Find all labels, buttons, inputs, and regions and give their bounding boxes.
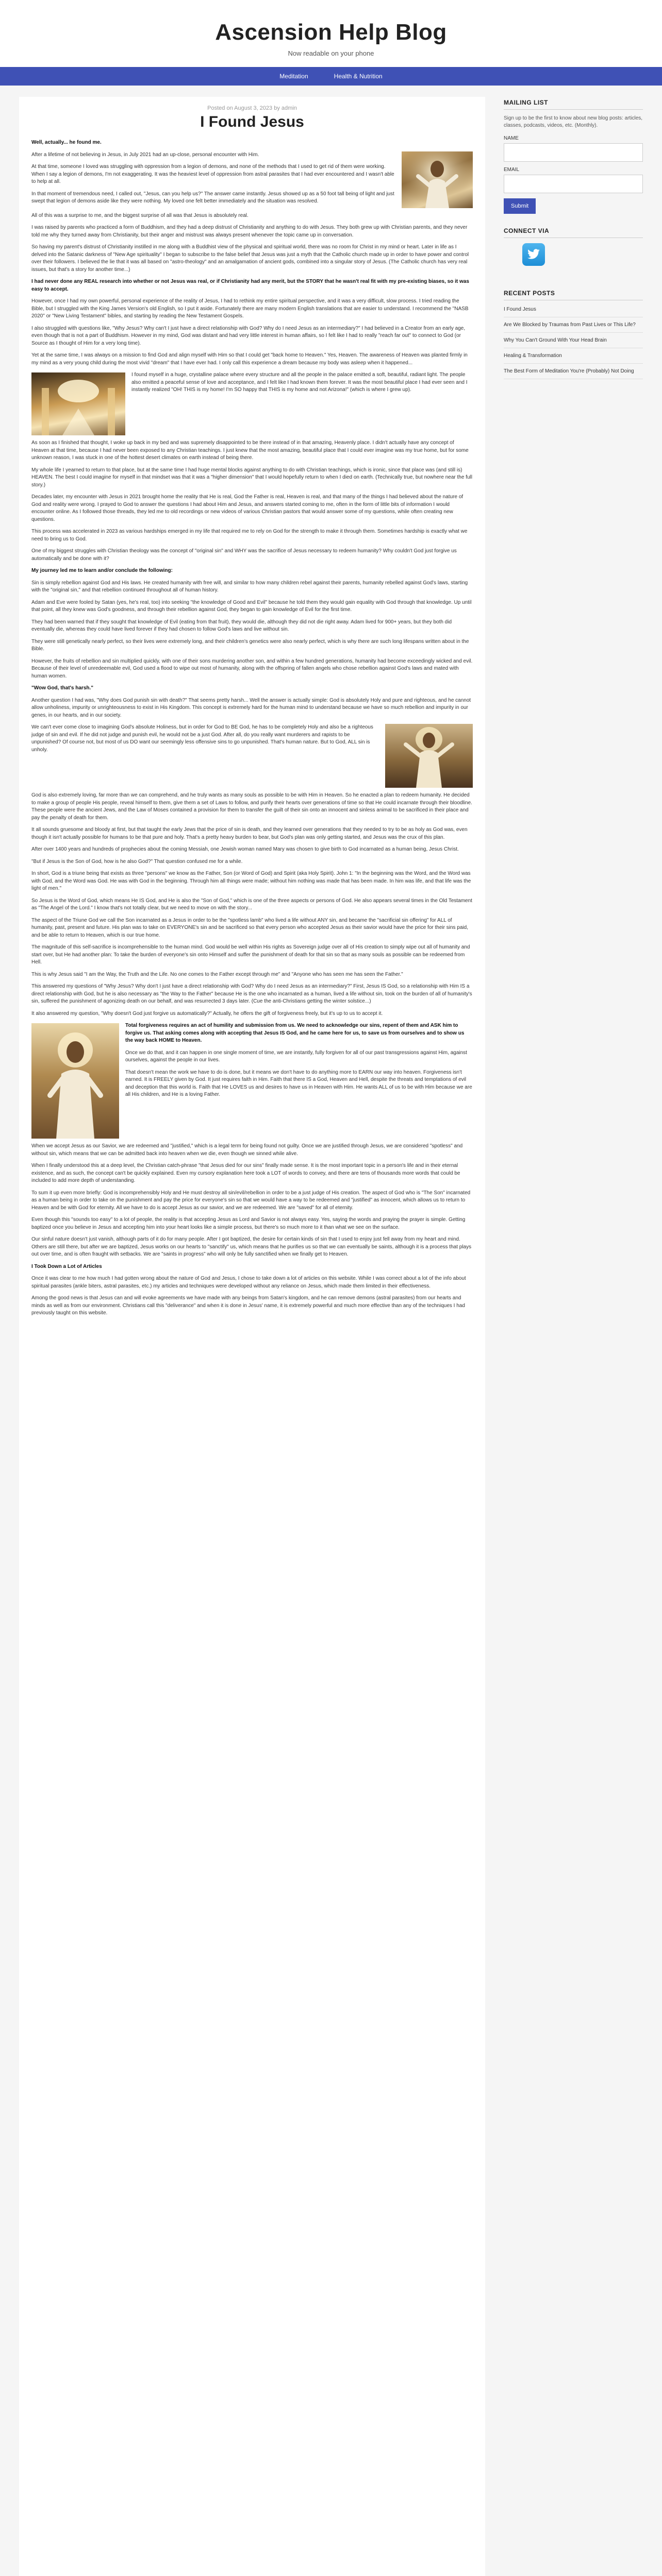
mailing-list-text: Sign up to be the first to know about new blog posts: articles, classes, podcasts, videos, etc. (Monthly). — [504, 115, 643, 128]
sidebar — [504, 97, 643, 379]
post-paragraph: After over 1400 years and hundreds of prophecies about the coming Messiah, one Jewish woman named Mary was chosen to give birth to God incarnated as a human being, Jesus Christ. — [31, 846, 459, 852]
post-paragraph: Even though this "sounds too easy" to a lot of people, the reality is that accepting Jesus as Lord and Savior is not always easy. Yes, saying the words and praying the prayer is simple. Getting baptized once you believe in Jesus and accepting him into your heart looks like a simple process, but there's so much more to it than what we see on the surface. — [31, 1217, 466, 1230]
post-paragraph: When we accept Jesus as our Savior, we are redeemed and "justified," which is a legal term for being found not guilty. Once we are justified through Jesus, we are considered "spotless" and without sin, which means that we can be admitted back into heaven when we die, even though we sinned while alive. — [31, 1143, 463, 1157]
recent-post-link[interactable]: Why You Can't Ground With Your Head Brain — [504, 333, 643, 348]
name-label: NAME — [504, 135, 519, 141]
site-title[interactable]: Ascension Help Blog — [215, 20, 447, 45]
post-paragraph: Our sinful nature doesn't just vanish, although parts of it do for many people. After I got baptized, the desire for certain kinds of sin that I used to enjoy just fell away from my heart and mind. Others are still there, but after we are baptized, Jesus works on our hearts to "sanctify" us, which means that he purifies us so that we can eventually be saints, although it is a process that plays out over time, and is often fraught with setbacks. We are "saints in progress" who will only be fully sanctified when we finally get to Heaven. — [31, 1236, 472, 1257]
post-paragraph: To sum it up even more briefly: God is incomprehensibly Holy and He must destroy all sin/evil/rebellion in order to be a just judge of His creation. The aspect of God who is "The Son" incarnated as a human being in order to take on the punishment and pay the price for everyone's sin so that we would have a way to be redeemed and "justified" as innocent, which allows us to return to Heaven and be with God for eternity. All we have to do is accept Jesus as our savior, and we are redeemed. We are "saved" for all of eternity. — [31, 1190, 471, 1211]
connect-heading: CONNECT VIA — [504, 227, 643, 238]
post-paragraph: The aspect of the Triune God we call the Son incarnated as a Jesus in order to be the "spotless lamb" who lived a life without ANY sin, and became the "sacrificial sin offering" for ALL of humanity, past, present and future. His plan was to take on EVERYONE's sin and be sacrificed so that every person who accepted Jesus as their savior would have the price for their sins paid, and be able to return to Heaven, which is our true home. — [31, 917, 468, 938]
post-paragraph: At that time, someone I loved was struggling with oppression from a legion of demons, and none of the methods that I used to get rid of them were working. When I say a legion of demons, I'm not exaggerating. It was the heaviest level of oppression from astral parasites that I had ever encountered and I wasn't able to help at all. — [31, 164, 394, 184]
crystal-palace-image — [31, 372, 125, 435]
recent-posts-heading: RECENT POSTS — [504, 290, 643, 300]
post-paragraph: Once we do that, and it can happen in one single moment of time, we are instantly, fully forgiven for all of our past transgressions against Him, against ourselves, against the people in our lives. — [125, 1049, 467, 1063]
name-input[interactable] — [504, 143, 643, 162]
nav-item-health-nutrition[interactable]: Health & Nutrition — [334, 73, 383, 80]
post-paragraph: In short, God is a triune being that exists as three "persons" we know as the Father, Son (or Word of God) and Spirit (aka Holy Spirit). John 1: "In the beginning was the Word, and the Word was with God, and the Word was God. He was with God in the beginning. Through him all things were made; without him nothing was made that has been made. In him was life, and that life was the light of men." — [31, 871, 471, 891]
post-paragraph: Among the good news is that Jesus can and will evoke agreements we have made with any beings from Satan's kingdom, and he can remove demons (astral parasites) from our hearts and minds as well as from our environment. Christians call this "deliverance" and when it is done in Jesus' name, it is extremely powerful and much more effective than any of the techniques I had previously taught on this website. — [31, 1295, 465, 1316]
post-title: I Found Jesus — [200, 113, 304, 130]
post-paragraph: However, once I had my own powerful, personal experience of the reality of Jesus, I had to rethink my entire spiritual perspective, and it was a very difficult, slow process. I tried reading the Bible, but I struggled with the King James Version's old English, so I put it aside. Fortunately there are many modern English translations that are easier to understand. I recommend the "NASB 2020" or "New Living Testament" bibles, and starting by reading the New Testament Gospels. — [31, 298, 469, 319]
post-paragraph: One of my biggest struggles with Christian theology was the concept of "original sin" and WHY was the sacrifice of Jesus necessary to redeem humanity? Why couldn't God just forgive us automatically and be done with it? — [31, 548, 457, 562]
post-paragraph: The magnitude of this self-sacrifice is incomprehensible to the human mind. God would be well within His rights as Sovereign judge over all of His creation to simply wipe out all of humanity and start over, but He had another plan: To take the burden of everyone's sin onto Himself and suffer the punishment of death for that sin so that as many souls as possible can be redeemed from Hell. — [31, 944, 470, 965]
recent-post-link[interactable]: Healing & Transformation — [504, 348, 643, 364]
post-paragraph: In that moment of tremendous need, I called out, "Jesus, can you help us?" The answer came instantly. Jesus showed up as a 50 foot tall being of light and just swept that legion of demons aside like they were nothing. My loved one felt better immediately and the situation was resolved. — [31, 191, 394, 204]
post-paragraph: All of this was a surprise to me, and the biggest surprise of all was that Jesus is absolutely real. — [31, 212, 249, 218]
post-paragraph: They had been warned that if they sought that knowledge of Evil (eating from that fruit), they would die, although they did not die right away. Adam lived for 900+ years, but they both did eventually die, whereas they could have lived forever if they had chosen to follow God's laws and live without sin. — [31, 619, 452, 632]
post-content — [31, 139, 473, 1317]
post-paragraph: So Jesus is the Word of God, which means He IS God, and He is also the "Son of God," which is one of the three aspects or persons of God. He also appears several times in the Old Testament as "The Angel of the Lord." I know that's not totally clear, but we need to move on with the story... — [31, 897, 472, 911]
mailing-list-heading: MAILING LIST — [504, 99, 643, 110]
recent-post-link[interactable]: Are We Blocked by Traumas from Past Lives or This Life? — [504, 317, 643, 333]
nav-item-meditation[interactable]: Meditation — [279, 73, 308, 80]
post-paragraph: Sin is simply rebellion against God and His laws. He created humanity with free will, and similar to how many children rebel against their parents, humanity rebelled against God's laws, starting with the "original sin," and that rebellion continued throughout all of human history. — [31, 580, 468, 593]
post-paragraph: This answered my questions of "Why Jesus? Why don't I just have a direct relationship with God? Why do I need Jesus as an intermediary?" First, Jesus IS God, so a relationship with Him IS a direct relationship with God, but he is also necessary as "the Way to the Father" because He is the one who incarnated as a human, lived a life without sin, took on the burden of all of humanity's sin, suffered the punishment of agonizing death on our behalf, and was resurrected 3 days later. (Cue the anti-Christians getting the winter solstice...) — [31, 984, 472, 1004]
post-paragraph: My journey led me to learn and/or conclude the following: — [31, 568, 173, 573]
post-paragraph: Total forgiveness requires an act of humility and submission from us. We need to acknowledge our sins, repent of them and ASK him to forgive us. That asking comes along with accepting that Jesus IS God, and he came here for us, to save us from ourselves and to show us the way back HOME to Heaven. — [125, 1023, 465, 1043]
post-paragraph: Decades later, my encounter with Jesus in 2021 brought home the reality that He is real, God the Father is real, Heaven is real, and that many of the things I had believed about the nature of God and reality were wrong. I prayed to God to answer the questions I had about Him and Jesus, and answers started coming to me, often in the form of little bits of information I would encounter online. As I followed those threads, they led me to old recordings or new videos of various Christian pastors that would answer some of my questions, while often creating new questions. — [31, 494, 464, 522]
post-paragraph: Well, actually... he found me. — [31, 140, 102, 145]
post-paragraph: God is also extremely loving, far more than we can comprehend, and he truly wants as many souls as possible to be with Him in Heaven. So he enacted a plan to redeem humanity. He decided to make a group of people His people, reveal himself to them, give them a set of Laws to follow, and purify their hearts over generations of time so that He could incarnate through their bloodline. These people were the ancient Jews, and the Law of Moses contained a provision for them to transfer the guilt of their sin onto an innocent and sinless animal to be sacrificed in their place and pay the penalty of death for them. — [31, 792, 472, 821]
jesus-light-image — [402, 151, 473, 208]
jesus-clouds-image — [385, 724, 473, 788]
main-nav — [0, 67, 662, 86]
email-input[interactable] — [504, 175, 643, 193]
post-paragraph: It all sounds gruesome and bloody at first, but that taught the early Jews that the price of sin is death, and they learned over generations that they needed to try to be as holy as God was, even though it isn't actually possible for humans to be that pure and holy. That's a pretty heavy burden to bear, but God's plan was only getting started, and Jesus was the crux of this plan. — [31, 827, 468, 840]
recent-post-link[interactable]: The Best Form of Meditation You're (Probably) Not Doing — [504, 364, 643, 379]
email-label: EMAIL — [504, 167, 520, 173]
post-paragraph: That doesn't mean the work we have to do is done, but it means we don't have to do anything more to EARN our way into heaven. Forgiveness isn't earned. It is FREELY given by God. It just requires faith in Him. Faith that there IS a God, Heaven and Hell, despite the threats and temptations of evil and deception that this world is. Faith that He LOVES us and desires to have us in Heaven with Him. He wants ALL of us to be with Him because we are all His children, and He is a loving Father. — [125, 1069, 472, 1097]
post-paragraph: I was raised by parents who practiced a form of Buddhism, and they had a deep distrust of Christianity and anything to do with Jesus. They both grew up with Christian parents, and they never told me why they turned away from Christianity, but their anger and mistrust was always present whenever the topic came up in conversation. — [31, 225, 468, 238]
twitter-bird-icon[interactable] — [522, 243, 545, 266]
post-paragraph: After a lifetime of not believing in Jesus, in July 2021 had an up-close, personal encounter with Him. — [31, 151, 259, 158]
post-paragraph: This process was accelerated in 2023 as various hardships emerged in my life that required me to rely on God for the strength to make it through them. Sometimes hardship is exactly what we need to bring us to God. — [31, 529, 468, 542]
recent-posts-list — [504, 306, 643, 379]
jesus-portrait-image — [31, 1023, 119, 1139]
post-main — [19, 97, 485, 2576]
post-paragraph: They were still genetically nearly perfect, so their lives were extremely long, and their children's genetics were also nearly perfect, which is why there are such long lifespans written about in the Bible. — [31, 638, 469, 652]
post-paragraph: We can't ever come close to imagining God's absolute Holiness, but in order for God to BE God, he has to be completely Holy and also be a righteous judge of sin and evil. If he did not judge and punish evil, he would not be a just God. After all, do you really want murderers and rapists to be unpunished? Of course not, but most of us DO want our seemingly less offensive sins to go unpunished. That's human nature. But to God, ALL sin is unholy. — [31, 724, 373, 753]
post-paragraph: I had never done any REAL research into whether or not Jesus was real, or if Christianity had any merit, but the STORY that he wasn't real fit with my pre-existing biases, so it was easy to accept. — [31, 279, 469, 292]
post-meta: Posted on August 3, 2023 by admin — [207, 105, 297, 111]
post-paragraph: My whole life I yearned to return to that place, but at the same time I had huge mental blocks against anything to do with Christian teachings, which is ironic, since that place was (and still is) HEAVEN. The best I could imagine for myself in that mindset was that it was a "higher dimension" that I would hopefully return to when I died on earth. (Technically true, but nowhere near the full story.) — [31, 467, 472, 488]
site-header — [0, 0, 662, 67]
post-paragraph: It also answered my question, "Why doesn't God just forgive us automatically?" Actually, he offers the gift of forgiveness freely, but it's up to us to accept it. — [31, 1010, 383, 1016]
post-paragraph: Adam and Eve were fooled by Satan (yes, he's real, too) into seeking "the knowledge of Good and Evil" because he told them they would gain equality with God through that knowledge. Up until that point, all they knew was God's goodness, and through their rebellion against God, they began to gain knowledge of Evil for the first time. — [31, 599, 472, 613]
submit-button[interactable]: Submit — [504, 198, 536, 214]
post-paragraph: Another question I had was, "Why does God punish sin with death?" That seems pretty harsh... Well the answer is actually simple: God is absolutely Holy and pure and righteous, and he cannot allow unholiness, impurity or unrighteousness to exist in His Kingdom. This concept is extremely hard for the human mind to understand because we have so much rebellion and impurity in our genes, in our hearts, and in our society. — [31, 697, 471, 718]
post-paragraph: Once it was clear to me how much I had gotten wrong about the nature of God and Jesus, I chose to take down a lot of articles on this website. While I was correct about a lot of the info about spiritual parasites (ankle biters, astral parasites, etc.) my articles and techniques were developed without any reliance on Jesus, which made them limited in their effectiveness. — [31, 1276, 466, 1289]
post-paragraph: I also struggled with questions like, "Why Jesus? Why can't I just have a direct relationship with God? Why do I need Jesus as an intermediary?" I had believed in a Creator from an early age, even though that is not a part of Buddhism. However in my mind, God was distant and had very little interest in human affairs, so I felt like I had to really "reach far out" to connect to God (or Source as I thought of Him for a very long time). — [31, 325, 466, 346]
post-paragraph: However, the fruits of rebellion and sin multiplied quickly, with one of their sons murdering another son, and within a few hundred generations, humanity had become exceedingly wicked and evil. Because of their level of unredeemable evil, God used a flood to wipe out most of humanity, along with the offspring of fallen angels who chose rebellion against God's laws and mated with human women. — [31, 658, 473, 679]
post-paragraph: This is why Jesus said "I am the Way, the Truth and the Life. No one comes to the Father except through me" and "Anyone who has seen me has seen the Father." — [31, 971, 403, 977]
recent-post-link[interactable]: I Found Jesus — [504, 306, 643, 317]
post-paragraph: "But if Jesus is the Son of God, how is he also God?" That question confused me for a while. — [31, 858, 243, 865]
post-paragraph: "Wow God, that's harsh." — [31, 685, 94, 691]
post-paragraph: Yet at the same time, I was always on a mission to find God and align myself with Him so that I could get "back home to Heaven." Yes, Heaven. The awareness of Heaven was planted firmly in my mind as a very young child during the most vivid "dream" that I have ever had. I only call this experience a dream because my body was asleep when it happened... — [31, 352, 468, 366]
post-paragraph: I found myself in a huge, crystalline palace where every structure and all the people in the palace emitted a soft, beautiful, radiant light. The people also emitted a peaceful sense of love and acceptance, and I felt like I had known them forever. It was the most beautiful place I had ever seen and I instantly realized "OH! THIS is my home! I'm SO happy that THIS is my home and not Arizona!" (which is where I grew up). — [131, 372, 468, 393]
post-paragraph: When I finally understood this at a deep level, the Christian catch-phrase "that Jesus died for our sins" finally made sense. It is the most important topic in a person's life and in their eternal existence, and as such, the concept can't be quickly explained. Even my cursory explanation here took a LOT of words to convey, and there are tens of thousands more words that could be included to add more depth of understanding. — [31, 1163, 460, 1183]
post-subheading: I Took Down a Lot of Articles — [31, 1263, 102, 1269]
post-paragraph: So having my parent's distrust of Christianity instilled in me along with a Buddhist view of the physical and spiritual world, there was no room for Christ in my mind or heart. Later in life as I delved into the Satanic darkness of "New Age spirituality" I began to subscribe to the false belief that Jesus was just a myth that the Catholic church made up in order to have power and control over their followers. I believed the lie that it was all based on "astro-theology" and an amalgamation of ancient gods, combined into a singular story of Jesus. (The Catholic church has very real issues, but that's a story for another time...) — [31, 244, 469, 273]
post-paragraph: As soon as I finished that thought, I woke up back in my bed and was supremely disappointed to be there instead of in that amazing, Heavenly place. I didn't actually have any concept of Heaven at that time, because I had never been exposed to any Christian teachings. I just knew that the most amazing, beautiful place that I could ever imagine was my true home, but for some unknown reason, I was stuck in one of the hottest desert climates on earth instead of being there. — [31, 440, 469, 461]
site-tagline: Now readable on your phone — [288, 49, 374, 57]
